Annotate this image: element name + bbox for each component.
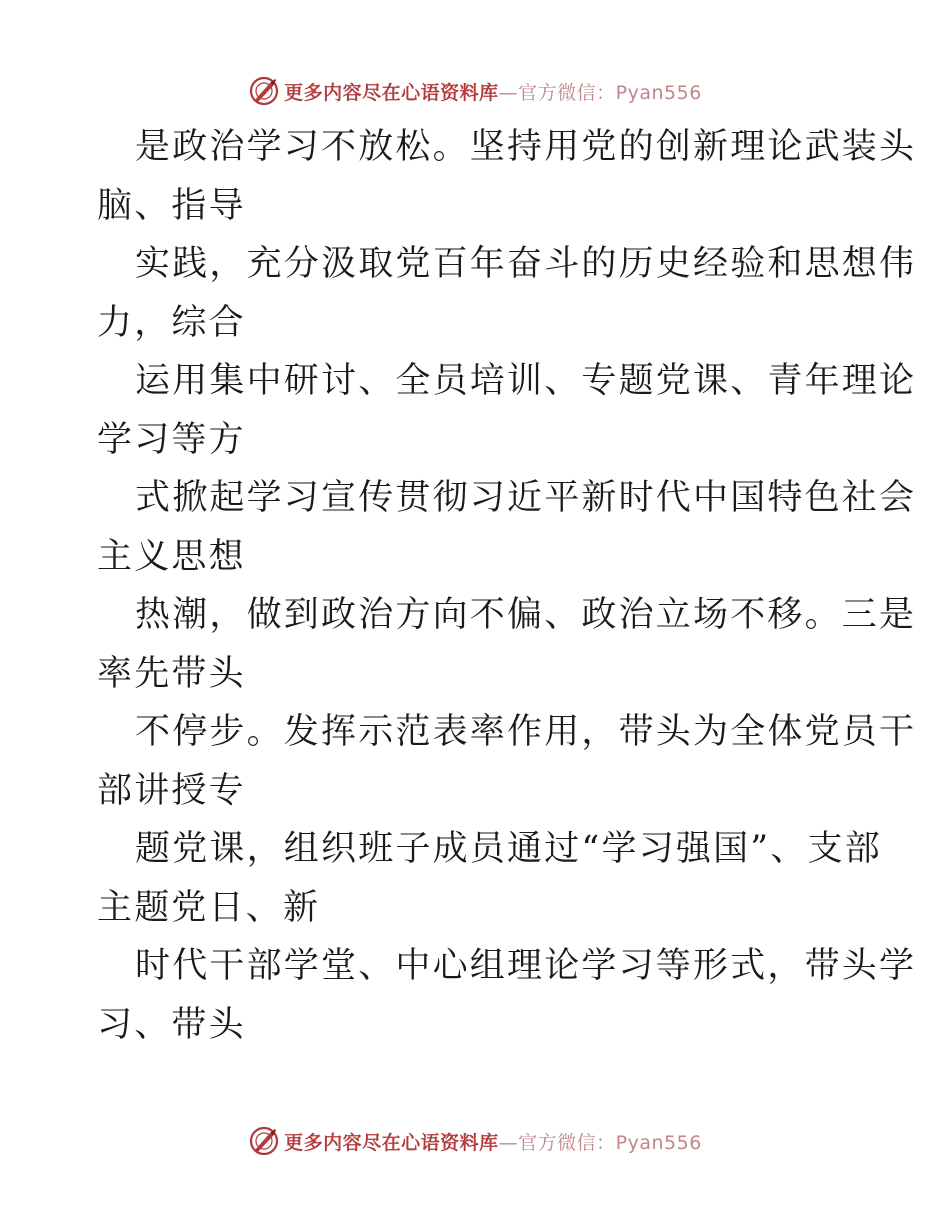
- watermark-separator: —: [498, 1131, 519, 1154]
- text-line: 部讲授专: [97, 770, 246, 811]
- text-line: 实践，充分汲取党百年奋斗的历史经验和思想伟: [135, 244, 917, 284]
- text-line: 主义思想: [97, 536, 246, 577]
- text-line: 不停步。发挥示范表率作用，带头为全体党员干: [135, 712, 917, 752]
- text-line: 运用集中研讨、全员培训、专题党课、青年理论: [135, 361, 917, 401]
- text-line: 率先带头: [97, 653, 246, 694]
- text-line: 习、带头: [97, 1004, 246, 1045]
- text-line: 主题党日、新: [97, 887, 321, 928]
- watermark-separator: —: [498, 81, 519, 104]
- text-line: 时代干部学堂、中心组理论学习等形式，带头学: [135, 946, 917, 986]
- text-line: 是政治学习不放松。坚持用党的创新理论武装头: [135, 127, 917, 167]
- text-line: 脑、指导: [97, 185, 246, 226]
- text-line: 题党课，组织班子成员通过“学习强国”、支部: [135, 829, 882, 869]
- watermark-wechat-text: 官方微信：Pyan556: [518, 81, 702, 104]
- document-body: [97, 118, 917, 1054]
- text-line: 式掀起学习宣传贯彻习近平新时代中国特色社会: [135, 478, 917, 518]
- text-line: 热潮，做到政治方向不偏、政治立场不移。三是: [135, 595, 917, 635]
- header-watermark: [0, 71, 950, 111]
- watermark-wechat-text: 官方微信：Pyan556: [518, 1131, 702, 1154]
- watermark-brand-text: 更多内容尽在心语资料库: [284, 1131, 499, 1154]
- text-line: 力，综合: [97, 302, 246, 343]
- footer-watermark: [0, 1121, 950, 1161]
- pen-logo-icon: [248, 75, 280, 107]
- watermark-brand-text: 更多内容尽在心语资料库: [284, 81, 499, 104]
- pen-logo-icon: [248, 1125, 280, 1157]
- text-line: 学习等方: [97, 419, 246, 460]
